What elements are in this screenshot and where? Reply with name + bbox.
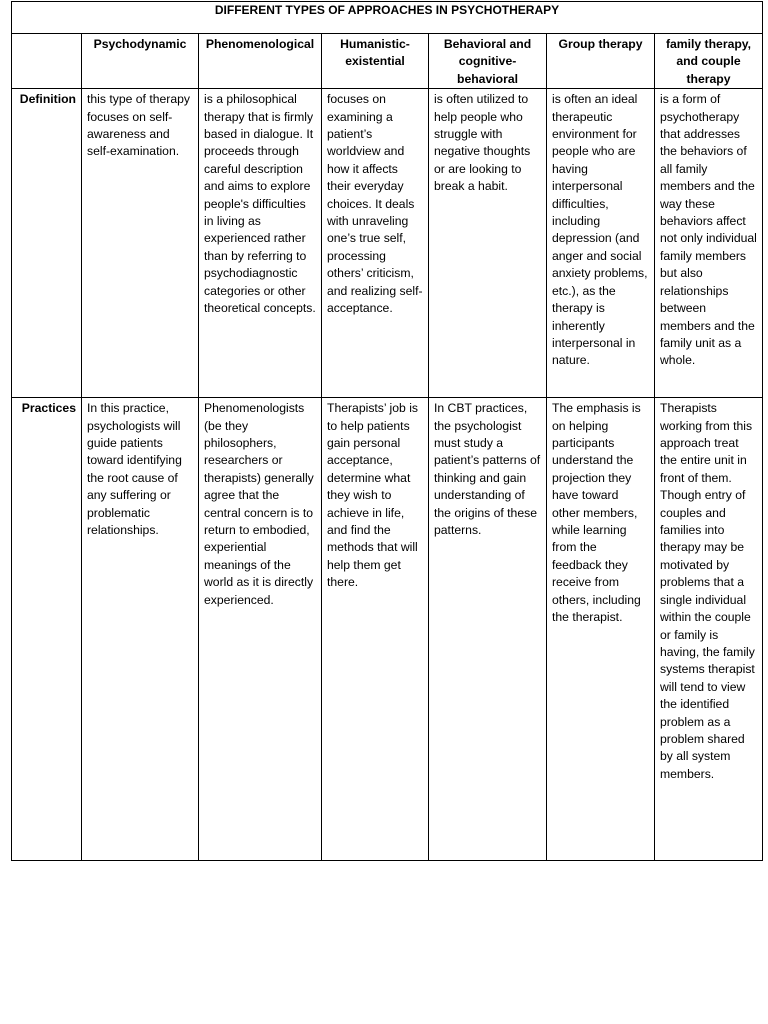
practices-phenomenological: Phenomenologists (be they philosophers, researchers or therapists) generally agree that the central concern is to return to embodied, experiential meanings of the world as it is directly experienced. bbox=[199, 398, 322, 861]
column-header-behavioral: Behavioral and cognitive-behavioral bbox=[429, 34, 547, 89]
approaches-table bbox=[11, 1, 763, 861]
column-header-group-therapy: Group therapy bbox=[547, 34, 655, 89]
header-row bbox=[12, 34, 763, 89]
definition-psychodynamic: this type of therapy focuses on self-awareness and self-examination. bbox=[82, 89, 199, 398]
practices-humanistic-existential: Therapists’ job is to help patients gain personal acceptance, determine what they wish to achieve in life, and find the methods that will help them get there. bbox=[322, 398, 429, 861]
column-header-family-therapy: family therapy, and couple therapy bbox=[655, 34, 763, 89]
definition-family-therapy: is a form of psychotherapy that addresses the behaviors of all family members and the way these behaviors affect not only individual family members but also relationships between members and the family unit as a whole. bbox=[655, 89, 763, 398]
table-row-definition bbox=[12, 89, 763, 398]
practices-family-therapy: Therapists working from this approach treat the entire unit in front of them. Though entry of couples and families into therapy may be motivated by problems that a single individual within the couple or family is having, the family systems therapist will tend to view the identified problem as a problem shared by all system members. bbox=[655, 398, 763, 861]
definition-humanistic-existential: focuses on examining a patient’s worldview and how it affects their everyday choices. It deals with unraveling one’s true self, processing others’ criticism, and realizing self-acceptance. bbox=[322, 89, 429, 398]
practices-behavioral: In CBT practices, the psychologist must study a patient’s patterns of thinking and gain understanding of the origins of these patterns. bbox=[429, 398, 547, 861]
row-label-definition: Definition bbox=[12, 89, 82, 398]
row-label-practices: Practices bbox=[12, 398, 82, 861]
column-header-phenomenological: Phenomenological bbox=[199, 34, 322, 89]
column-header-psychodynamic: Psychodynamic bbox=[82, 34, 199, 89]
definition-phenomenological: is a philosophical therapy that is firmly based in dialogue. It proceeds through careful description and aims to explore people's difficulties in living as experienced rather than by referring to psychodiagnostic categories or other theoretical concepts. bbox=[199, 89, 322, 398]
table-title: DIFFERENT TYPES OF APPROACHES IN PSYCHOTHERAPY bbox=[12, 2, 763, 34]
practices-group-therapy: The emphasis is on helping participants understand the projection they have toward other members, while learning from the feedback they receive from others, including the therapist. bbox=[547, 398, 655, 861]
corner-cell bbox=[12, 34, 82, 89]
column-header-humanistic-existential: Humanistic-existential bbox=[322, 34, 429, 89]
definition-group-therapy: is often an ideal therapeutic environment for people who are having interpersonal difficulties, including depression (and anger and social anxiety problems, etc.), as the therapy is inherently interpersonal in nature. bbox=[547, 89, 655, 398]
practices-psychodynamic: In this practice, psychologists will guide patients toward identifying the root cause of any suffering or problematic relationships. bbox=[82, 398, 199, 861]
definition-behavioral: is often utilized to help people who struggle with negative thoughts or are looking to break a habit. bbox=[429, 89, 547, 398]
title-row bbox=[12, 2, 763, 34]
table-row-practices bbox=[12, 398, 763, 861]
